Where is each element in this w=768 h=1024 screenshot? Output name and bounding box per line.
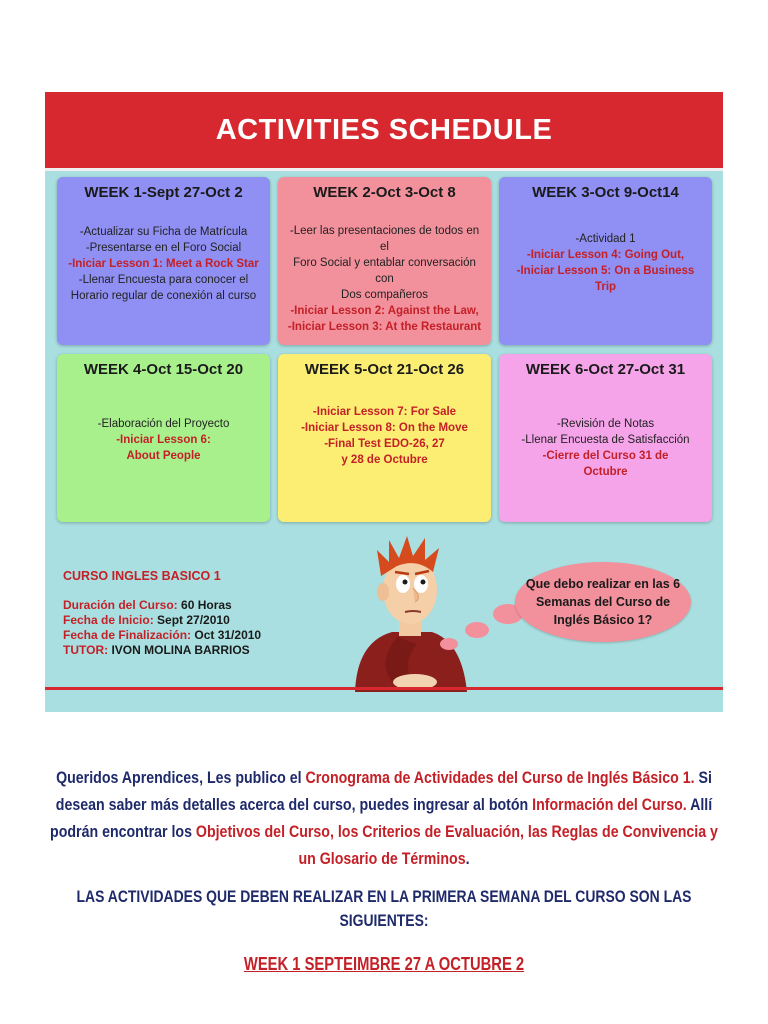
lesson-line: -Iniciar Lesson 2: Against the Law, — [290, 305, 479, 317]
course-name: CURSO INGLES BASICO 1 — [63, 569, 221, 583]
course-info-button-mention: Información del Curso. — [532, 796, 687, 814]
thinking-man-illustration — [337, 532, 497, 692]
lesson-line: -Iniciar Lesson 5: On a Business Trip — [516, 265, 695, 293]
poster-bottom-line — [45, 687, 723, 690]
duration-label: Duración del Curso: — [63, 598, 178, 612]
first-week-heading: LAS ACTIVIDADES QUE DEBEN REALIZAR EN LA PRIMERA SEMANA DEL CURSO SON LAS SIGUIENTES: — [76, 887, 692, 930]
activity-line: -Actividad 1 — [575, 233, 636, 245]
intro-highlight: Objetivos del Curso, los Criterios de Evaluación, las Reglas de Convivencia y un Glosario de Términos — [195, 823, 718, 868]
thought-dot — [440, 638, 458, 650]
intro-text: Allí podrán encontrar los — [50, 796, 713, 841]
week-title: WEEK 4-Oct 15-Oct 20 — [83, 361, 244, 378]
lesson-line: -Iniciar Lesson 6: — [116, 434, 211, 446]
activity-line: -Llenar Encuesta de Satisfacción — [521, 434, 690, 446]
end-value: Oct 31/2010 — [194, 628, 262, 642]
activity-line: -Llenar Encuesta para conocer el — [78, 274, 249, 286]
activity-line: -Presentarse en el Foro Social — [85, 242, 242, 254]
poster-title: ACTIVITIES SCHEDULE — [215, 114, 553, 146]
week-card-4 — [57, 354, 270, 522]
week-title: WEEK 1-Sept 27-Oct 2 — [84, 184, 243, 201]
activity-line: -Leer las presentaciones de todos en el — [289, 225, 480, 253]
lesson-line: -Iniciar Lesson 8: On the Move — [301, 422, 468, 434]
activity-line: Foro Social y entablar conversación con — [293, 257, 476, 285]
activity-line: Horario regular de conexión al curso — [70, 290, 257, 302]
tutor-label: TUTOR: — [63, 643, 109, 657]
lesson-line: -Iniciar Lesson 7: For Sale — [312, 406, 457, 418]
poster-banner — [45, 92, 723, 171]
lesson-line: -Final Test EDO-26, 27 — [324, 438, 445, 450]
lesson-line: y 28 de Octubre — [341, 454, 428, 466]
activity-line: Dos compañeros — [341, 289, 428, 301]
week-title: WEEK 5-Oct 21-Oct 26 — [304, 361, 465, 378]
duration-value: 60 Horas — [181, 598, 232, 612]
activity-line: -Elaboración del Proyecto — [97, 418, 230, 430]
intro-highlight: Cronograma de Actividades del Curso de Inglés Básico 1. — [305, 769, 695, 787]
lesson-line: -Cierre del Curso 31 de — [542, 450, 669, 462]
lesson-line: -Iniciar Lesson 4: Going Out, — [526, 249, 685, 261]
week-lines — [505, 231, 706, 295]
week-lines — [284, 223, 485, 335]
activity-line: -Actualizar su Ficha de Matrícula — [79, 226, 248, 238]
week-title: WEEK 3-Oct 9-Oct14 — [532, 184, 679, 201]
week-lines — [284, 404, 485, 468]
intro-paragraph — [40, 765, 728, 873]
week-card-2 — [278, 177, 491, 345]
week-card-5 — [278, 354, 491, 522]
activities-schedule-poster — [45, 92, 723, 712]
lesson-line: -Iniciar Lesson 3: At the Restaurant — [287, 321, 482, 333]
end-label: Fecha de Finalización: — [63, 628, 192, 642]
course-info — [63, 569, 353, 658]
week1-link[interactable]: WEEK 1 SEPTEIMBRE 27 A OCTUBRE 2 — [243, 954, 525, 974]
lesson-line: About People — [126, 450, 201, 462]
lesson-line: -Iniciar Lesson 1: Meet a Rock Star — [68, 258, 259, 270]
week-card-6 — [499, 354, 712, 522]
activity-line: -Revisión de Notas — [556, 418, 655, 430]
thought-bubble — [515, 562, 691, 642]
thought-dot — [465, 622, 489, 638]
week-lines — [505, 416, 706, 480]
tutor-value: IVON MOLINA BARRIOS — [111, 643, 250, 657]
start-label: Fecha de Inicio: — [63, 613, 154, 627]
week-card-1 — [57, 177, 270, 345]
week-title: WEEK 6-Oct 27-Oct 31 — [525, 361, 686, 378]
lesson-line: Octubre — [583, 466, 628, 478]
week-lines — [63, 416, 264, 464]
week-title: WEEK 2-Oct 3-Oct 8 — [313, 184, 456, 201]
intro-text: . — [465, 850, 470, 868]
week-lines — [63, 224, 264, 304]
week-card-3 — [499, 177, 712, 345]
intro-text: Queridos Aprendices, Les publico el — [56, 769, 306, 787]
start-value: Sept 27/2010 — [157, 613, 230, 627]
thought-bubble-text: Que debo realizar en las 6 Semanas del Curso de Inglés Básico 1? — [525, 577, 681, 627]
intro-text: Si desean saber más detalles acerca del curso, puedes ingresar al botón — [55, 769, 712, 814]
